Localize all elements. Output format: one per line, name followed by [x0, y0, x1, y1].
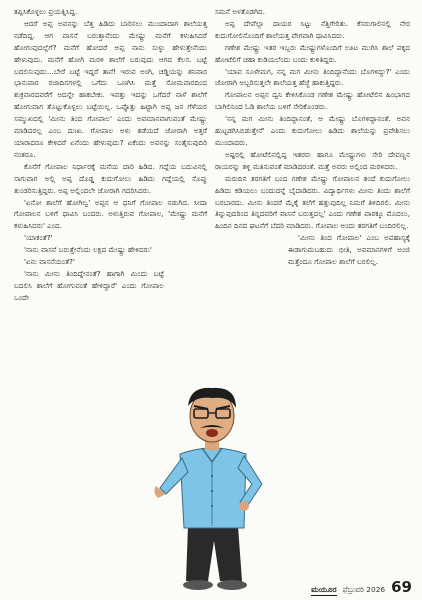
left-column	[14, 6, 207, 304]
dialogue-paragraph: 'ಏನೋ ಶಾಲೆಗೆ ಹೋಗಿಲ್ವ' ಅಪ್ಪನ ಆ ಧನಿಗೆ ಗೋಪಾಲ ನಡುಗಿದ. ಸೀದಾ ಗೋಪಾಲನ ಬಳಿಗೆ ಧಾವಿಸಿ ಬಂದರು. ಅಳುತ್ತಿರುವ ಗೋಪಾಲ, 'ಮೇಷ್ಟ್ರು ಮನೆಗೆ ಕಳುಹಿಸಿದರು' ಎಂದ.	[14, 197, 207, 231]
paragraph: ಕೊನೆಗೆ ಗೋಪಾಲ ನಿರ್ಧಾರಕ್ಕೆ ಮನೆಯ ದಾರಿ ಹಿಡಿದ. ಗದ್ದೆಯ ಬದುವಿನಲ್ಲಿ ಸಾಗುವಾಗ ಅಲ್ಲಿ ಅಪ್ಪ ದೊಡ್ಡ ಕುದುಗೋಲು ಹಿಡಿದು ಗದ್ದೆಯಲ್ಲಿ ಸೊಪ್ಪು ತುಂಡರಿಸುತ್ತಿದ್ದರು. ಅಪ್ಪ ಅಲ್ಲಿಂದಲೇ ಜೋರಾಗಿ ಗದರಿಸಿದರು.	[14, 161, 207, 195]
closing-paragraph: 'ಮೀನು ತಿಂದ ಗೋಪಾಲ' ಎಂಬ ಅಪಹಾಸ್ಯಕ್ಕೆ ಈಡಾಗುಮಬಹುದು ಭೀತಿ, ಅವಮಾನಗಳಿಗೆ ಅಂಜಿ ಮತ್ತೆಂದೂ ಗೋಪಾಲ ಶಾಲೆಗೆ ಬರಲಿಲ್ಲ.	[288, 233, 410, 267]
paragraph: 'ನನ್ನ ಮಗ ಮೀನು ತಿಂದಿದ್ದಾನಂತೆ, ಆ ಮೇಷ್ಟ್ರು ಬೊಗಳಿದ್ದಾನಂತೆ. ಅವನ ಹುಟ್ಟಡಗಿಸಿಬಿಡುತ್ತೇನೆ' ಎಂದು ಕುದುಗೋಲು ಹಿಡಿದು ಶಾಲೆಯನ್ನು ಪ್ರವೇಶಿಸಲು ಮುಂದಾದರು.	[215, 114, 410, 147]
angry-teacher-illustration-icon	[150, 376, 275, 594]
magazine-brand: ಮಯೂರ	[311, 585, 337, 594]
paragraph: ಗೋಪಾಲನ ಅಪ್ಪನ ದ್ವನಿ ಕೇಳಿಸಿಕೊಂಡ ಗಣೇಶ ಮೇಷ್ಟ್ರು ಹೋಟೆಲಿನ ಹಿಂಭಾಗದ ಬಾಗಿಲಿನಿಂದ ಓಡಿ ಶಾಲೆಯ ಬಳಿಗೆ ಸೇರಿಕೊಂಡರು.	[215, 90, 410, 112]
dialogue-line: 'ಏನು ವಾಸನೆಯಂತೆ?'	[24, 257, 75, 267]
dialogue-line: 'ನಾನು ವಾಸನೆ ಬರುತ್ತೇನೆಂದು ಲಕ್ಷದ ಮೇಷ್ಟ್ರು ಹೇಳಿದರು'	[24, 245, 152, 255]
paragraph: ಗಣೇಶ ಮೇಷ್ಟ್ರು ಇತರ ಇಬ್ಬರು ಮೇಷ್ಟ್ರುಗಳೊಂದಿಗೆ ಊಟ ಮುಗಿಸಿ ಶಾಲೆ ಪಕ್ಕದ ಹೋಟೆಲಿಗೆ ಚಹಾ ಕುಡಿಯಲೆಂದು ಬಂದು ಕುಳಿತಿದ್ದರು.	[215, 42, 410, 64]
right-column	[215, 6, 410, 268]
paragraph: ತಪ್ಪಿಸಿಕೊಳ್ಳಲು ಪ್ರಯತ್ನಿಸಿದ್ದ.	[14, 7, 78, 16]
paragraph: ಅಷ್ಟರಲ್ಲಿ ಹೋಟೆಲಿನಲ್ಲಿದ್ದ ಇತರರು ಹಾಗೂ ಮೇಷ್ಟ್ರುಗಳು ಸೇರಿ ದೇವಣ್ಣನ ರಾಯರನ್ನು ತಳ್ಳಿ ಮತಿಸುವಂತೆ ಮಾಡಿದರಂತೆ. ಮತ್ತೆ ಅವರು ಅಲ್ಲಿಂದ ಮರಳಿದರು.	[215, 149, 410, 171]
page-footer	[311, 578, 412, 596]
paragraph: ಆದರೆ ಅಪ್ಪ ಅವನನ್ನು ಬೆತ್ತ ಹಿಡಿದು ಬಾರಿಸಲು ಮುಂದಾದಾಗ ಶಾಲೆಯತ್ತ ನಡೆದಿದ್ದ. ಆಗ ವಾಸನೆ ಬರುತ್ತಾನೆಂದು ಮೇಷ್ಟ್ರು ಮನೆಗೆ ಕಳುಹಿಸಿದರೆ ಹೋಗುವುದಲ್ಲೆಗೆ? ಮನೆಗೆ ಹೋದರೆ ಅಪ್ಪ ನಾನು ಸುಳ್ಳು ಹೇಳುತ್ತೇನೆಂದು ಹೇಳುವುದು. ಮನೆಗೆ ಹೋಗಿ ಮರಳಿ ಶಾಲೆಗೆ ಬರುವುದು ಆಗದ ಕೆಲಸ. ಬಟ್ಟೆ ಬದಲಿಸುವುದು...ಬೇರೆ ಬಟ್ಟೆ ಇದ್ದರೆ ತಾನೆ! ಇರುವ ಅಂಗಿ, ಚಡ್ಡಿಯನ್ನು ಶನಿವಾರ ಭಾನುವಾರ ರಜಾದಿನಗಳಲ್ಲಿ ಒಗೆದು ಒಣಗಿಸಿ ಮತ್ತೆ ಸೋಮವಾರದಿಂದ ಶುಕ್ರವಾರದವರೆಗೆ ಅದನ್ನೇ ಹಾಕಬೇಕು. ಇವತ್ತು ಇದನ್ನು ಒಗೆದರೆ ನಾಳೆ ಶಾಲೆಗೆ ಹೋಗುವಾಗ ತೊಟ್ಟುಕೊಳ್ಳಲು ಬಟ್ಟೆಯಿಲ್ಲ. ಒಪ್ಪೊತ್ತು ಹಿಟ್ಟಾಗಿ ಅಪ್ಪ ಜನ ಗೆಳೆಯರ ಸಮ್ಮುಖದಲ್ಲಿ 'ಮೀನು ತಿಂದ ಗೋಪಾಲ' ಎಂದು ಅವಮಾನವಾಗುವಂತೆ ಮೇಷ್ಟ್ರು ಮಾಡಿದರಲ್ಲ ಎಂಬ ದುಃಖ. ಗೋಪಾಲ ಅಳು ತಡೆಯದೆ ಜೋರಾಗಿ ಅತ್ತರೆ ಯಾರಾದರೂ ಕೇಳಿದರೆ ಏನೆಂದು ಹೇಳುವುದು? ಏಕೆಂದು ಅವನನ್ನು ಸಂತೈಸುವುದಿರಿ ನಂತರೂ.	[14, 18, 207, 159]
page-number: 69	[391, 578, 412, 596]
paragraph: ಅಪ್ಪ ದೇವೆಲ್ಲಾ ದಾಯರ ಸಿಟ್ಟು ನೆತ್ತಿಗೇರಿತು. ಕೆಸರುಗಾಲಿನಲ್ಲಿ ನೇರ ಕುದುಗೋಲಿನೊಂದಿಗೆ ಶಾಲೆಯತ್ತ ವೇಗವಾಗಿ ಧಾವಿಸಿದರು.	[215, 18, 410, 40]
issue-date: ಫೆಬ್ರುವರಿ 2026	[342, 585, 386, 594]
paragraph: 'ಯಾವ ಸೂಳೇಮಗ, ನನ್ನ ಮಗ ಮೀನು ತಿಂದಿದ್ದಾನೆಂದು ಬೊಗಳಿದ್ದು?' ಎಂದು ಜೋರಾಗಿ ಅಬ್ಬರಿಸುತ್ತಲೇ ಶಾಲೆಯತ್ತ ಹೆಜ್ಜೆ ಹಾಕುತ್ತಿದ್ದರು.	[215, 66, 410, 88]
dialogue-line: 'ನಾನು ಮೀನು ತಿಂದಿದ್ದೇನಂತೆ? ಹಾಗಾಗಿ ಮಿಂದು ಬಟ್ಟೆ ಬದಲಿಸಿ ಶಾಲೆಗೆ ಹೋಗುವಂತೆ ಹೇಳಿದ್ದಾರೆ' ಎಂದು ಗೋಪಾಲ ಒಂದೇ	[14, 268, 164, 302]
paragraph: ಮರುದಿನ ತರಗತಿಗೆ ಬಂದ ಗಣೇಶ ಮೇಷ್ಟ್ರು ಗೋಪಾಲನ ತಂದೆ ಕುದುಗೋಲು ಹಿಡಿದು ಕಡಿಯಲು ಬಂದುದನ್ನೆ ಬೈದಾಡಿದರು. ವಿದ್ಯಾರ್ಥಿಗಳು ಮೀನು ತಿಂದು ಶಾಲೆಗೆ ಬರಬಾರದು. ಮೀನು ತಿಂದರೆ ಮೈಕೈ ತಲೆಗೆ ಹತ್ತುವುದಿಲ್ಲ ನಿಮಗೆ ತಿಳಿದಿರಲಿ. ಮೀನು ತಿನ್ನುವುದರಿಂದ ತಿನ್ನದವರಿಗೆ ವಾಸನೆ ಬರುತ್ತದಲ್ಲ' ಎಂದು ಗಣೇಶ ಪಾಠಕ್ಕೂ ಮೊದಲು, ಹಿಂದಿನ ದಿನದ ಘಟನೆಗೆ ಬೆದರಿ ಮಾಡಿದರು. ಗೋಪಾಲ ಅಂದು ತರಗತಿಗೆ ಬಂದಿರಲಿಲ್ಲ.	[215, 173, 410, 231]
paragraph: ಸಮನೆ ಅಳತೊಡಗಿದ.	[215, 7, 265, 16]
dialogue-line: 'ಯಾಕಂತೆ?'	[24, 233, 53, 243]
